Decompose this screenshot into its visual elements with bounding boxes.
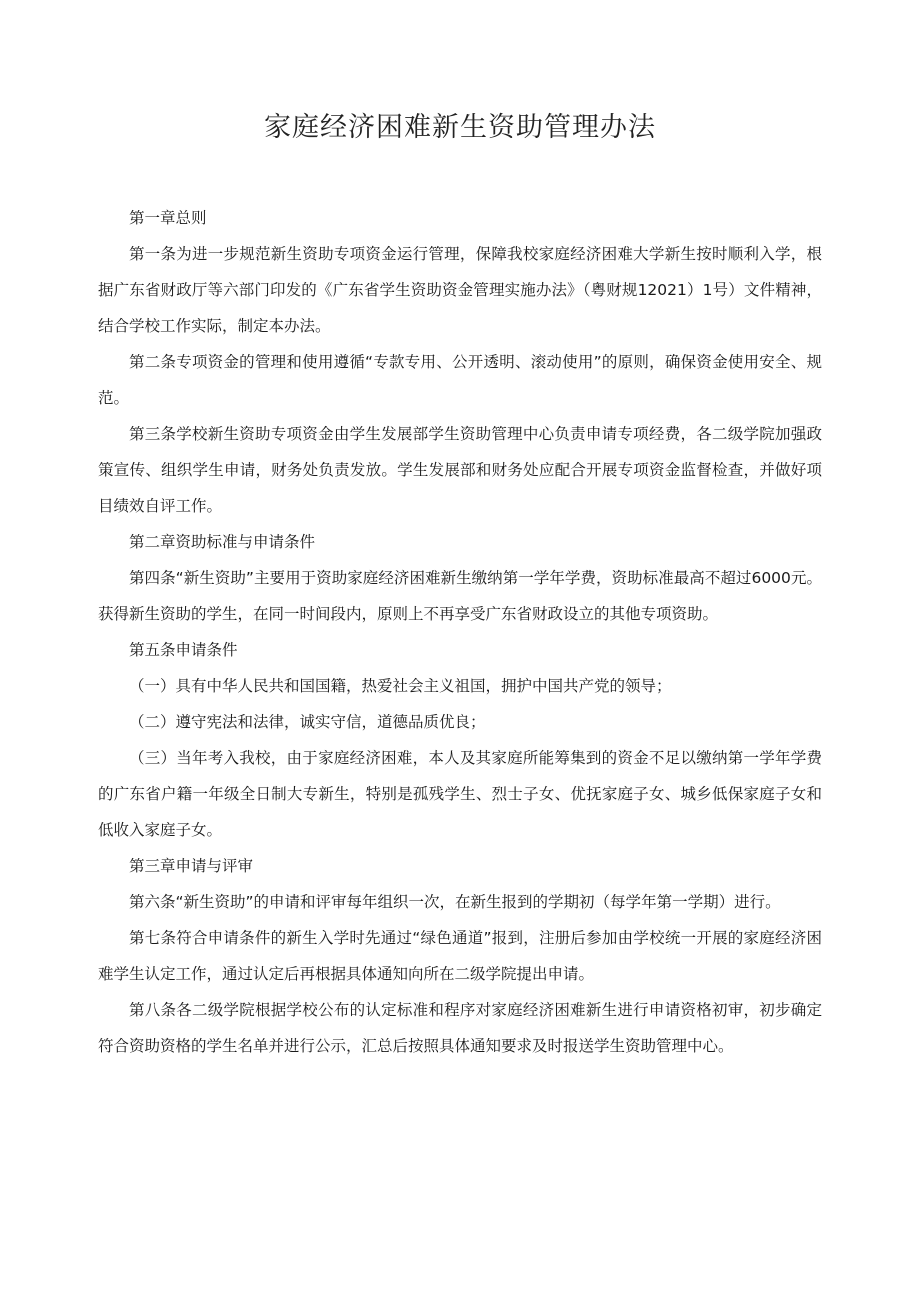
document-title: 家庭经济困难新生资助管理办法 xyxy=(264,112,656,143)
chapter-heading-3: 第三章申请与评审 xyxy=(129,857,254,875)
condition-3: （三）当年考入我校，由于家庭经济困难，本人及其家庭所能筹集到的资金不足以缴纳第一学年学费的广东省户籍一年级全日制大专新生，特别是孤残学生、烈士子女、优抚家庭子女、城乡低保家庭子女和低收入家庭子女。 xyxy=(98,749,822,839)
article-6: 第六条“新生资助”的申请和评审每年组织一次，在新生报到的学期初（每学年第一学期）进行。 xyxy=(129,893,781,911)
article-4: 第四条“新生资助”主要用于资助家庭经济困难新生缴纳第一学年学费，资助标准最高不超过6000元。获得新生资助的学生，在同一时间段内，原则上不再享受广东省财政设立的其他专项资助。 xyxy=(98,569,822,623)
article-2: 第二条专项资金的管理和使用遵循“专款专用、公开透明、滚动使用”的原则，确保资金使用安全、规范。 xyxy=(98,353,822,407)
article-8: 第八条各二级学院根据学校公布的认定标准和程序对家庭经济困难新生进行申请资格初审，初步确定符合资助资格的学生名单并进行公示，汇总后按照具体通知要求及时报送学生资助管理中心。 xyxy=(98,1001,822,1055)
article-7: 第七条符合申请条件的新生入学时先通过“绿色通道”报到，注册后参加由学校统一开展的家庭经济困难学生认定工作，通过认定后再根据具体通知向所在二级学院提出申请。 xyxy=(98,929,822,983)
article-5: 第五条申请条件 xyxy=(129,641,238,659)
condition-2: （二）遵守宪法和法律，诚实守信，道德品质优良； xyxy=(129,713,486,731)
chapter-heading-1: 第一章总则 xyxy=(129,209,207,227)
document-body xyxy=(98,200,822,1064)
article-3: 第三条学校新生资助专项资金由学生发展部学生资助管理中心负责申请专项经费，各二级学院加强政策宣传、组织学生申请，财务处负责发放。学生发展部和财务处应配合开展专项资金监督检查，并做好项目绩效自评工作。 xyxy=(98,425,822,515)
condition-1: （一）具有中华人民共和国国籍，热爱社会主义祖国，拥护中国共产党的领导； xyxy=(129,677,672,695)
article-1: 第一条为进一步规范新生资助专项资金运行管理，保障我校家庭经济困难大学新生按时顺利入学，根据广东省财政厅等六部门印发的《广东省学生资助资金管理实施办法》（粤财规12021）1号）文件精神，结合学校工作实际，制定本办法。 xyxy=(98,245,822,335)
chapter-heading-2: 第二章资助标准与申请条件 xyxy=(129,533,316,551)
